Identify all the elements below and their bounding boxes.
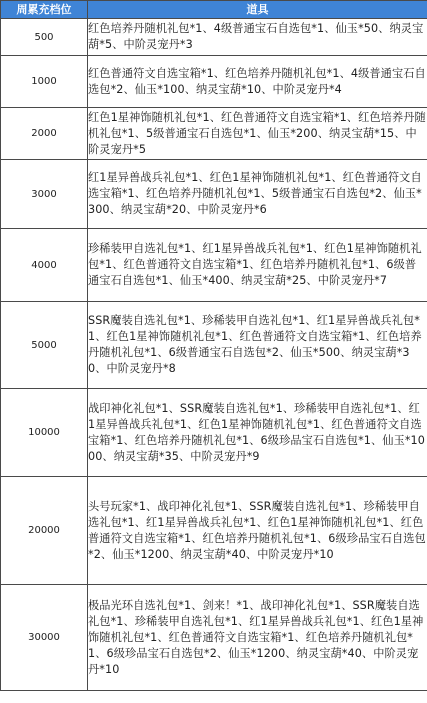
table-row [1, 56, 427, 108]
tier-cell: 3000 [1, 160, 88, 229]
header-row [1, 1, 427, 19]
items-cell: 珍稀装甲自选礼包*1、红1星异兽战兵礼包*1、红色1星神饰随机礼包*1、红色普通符文自选宝箱*1、红色培养丹随机礼包*1、6级普通宝石自选包*1、仙玉*400、纳灵宝葫*25、中阶灵宠丹*7 [88, 229, 427, 302]
tier-cell: 30000 [1, 585, 88, 691]
items-cell: 红1星异兽战兵礼包*1、红色1星神饰随机礼包*1、红色普通符文自选宝箱*1、红色培养丹随机礼包*1、5级普通宝石自选包*2、仙玉*300、纳灵宝葫*20、中阶灵宠丹*6 [88, 160, 427, 229]
items-cell: 红色普通符文自选宝箱*1、红色培养丹随机礼包*1、4级普通宝石自选包*2、仙玉*100、纳灵宝葫*10、中阶灵宠丹*4 [88, 56, 427, 108]
items-cell: 红色1星神饰随机礼包*1、红色普通符文自选宝箱*1、红色培养丹随机礼包*1、5级普通宝石自选包*1、仙玉*200、纳灵宝葫*15、中阶灵宠丹*5 [88, 108, 427, 160]
table-row [1, 229, 427, 302]
table-row [1, 585, 427, 691]
table-row [1, 477, 427, 585]
items-cell: 极品光环自选礼包*1、剑来！*1、战印神化礼包*1、SSR魔装自选礼包*1、珍稀装甲自选礼包*1、红1星异兽战兵礼包*1、红色1星神饰随机礼包*1、红色普通符文自选宝箱*1、红色培养丹随机礼包*1、6级珍品宝石自选包*2、仙玉*1200、纳灵宝葫*40、中阶灵宠丹*10 [88, 585, 427, 691]
table-header [1, 1, 427, 19]
table-row [1, 389, 427, 477]
items-cell: 战印神化礼包*1、SSR魔装自选礼包*1、珍稀装甲自选礼包*1、红1星异兽战兵礼包*1、红色1星神饰随机礼包*1、红色普通符文自选宝箱*1、红色培养丹随机礼包*1、6级珍品宝石自选包*1、仙玉*1000、纳灵宝葫*35、中阶灵宠丹*9 [88, 389, 427, 477]
items-cell: 头号玩家*1、战印神化礼包*1、SSR魔装自选礼包*1、珍稀装甲自选礼包*1、红1星异兽战兵礼包*1、红色1星神饰随机礼包*1、红色普通符文自选宝箱*1、红色培养丹随机礼包*1、6级珍品宝石自选包*2、仙玉*1200、纳灵宝葫*40、中阶灵宠丹*10 [88, 477, 427, 585]
table-row [1, 19, 427, 56]
tier-cell: 5000 [1, 302, 88, 389]
tier-cell: 4000 [1, 229, 88, 302]
items-cell: 红色培养丹随机礼包*1、4级普通宝石自选包*1、仙玉*50、纳灵宝葫*5、中阶灵宠丹*3 [88, 19, 427, 56]
tier-cell: 20000 [1, 477, 88, 585]
table-body [1, 19, 427, 691]
items-cell: SSR魔装自选礼包*1、珍稀装甲自选礼包*1、红1星异兽战兵礼包*1、红色1星神饰随机礼包*1、红色普通符文自选宝箱*1、红色培养丹随机礼包*1、6级普通宝石自选包*2、仙玉*500、纳灵宝葫*30、中阶灵宠丹*8 [88, 302, 427, 389]
table-row [1, 108, 427, 160]
table-row [1, 160, 427, 229]
items-column-header: 道具 [88, 1, 427, 19]
tier-cell: 2000 [1, 108, 88, 160]
tier-cell: 10000 [1, 389, 88, 477]
tier-cell: 1000 [1, 56, 88, 108]
tier-column-header: 周累充档位 [1, 1, 88, 19]
table-row [1, 302, 427, 389]
tier-cell: 500 [1, 19, 88, 56]
